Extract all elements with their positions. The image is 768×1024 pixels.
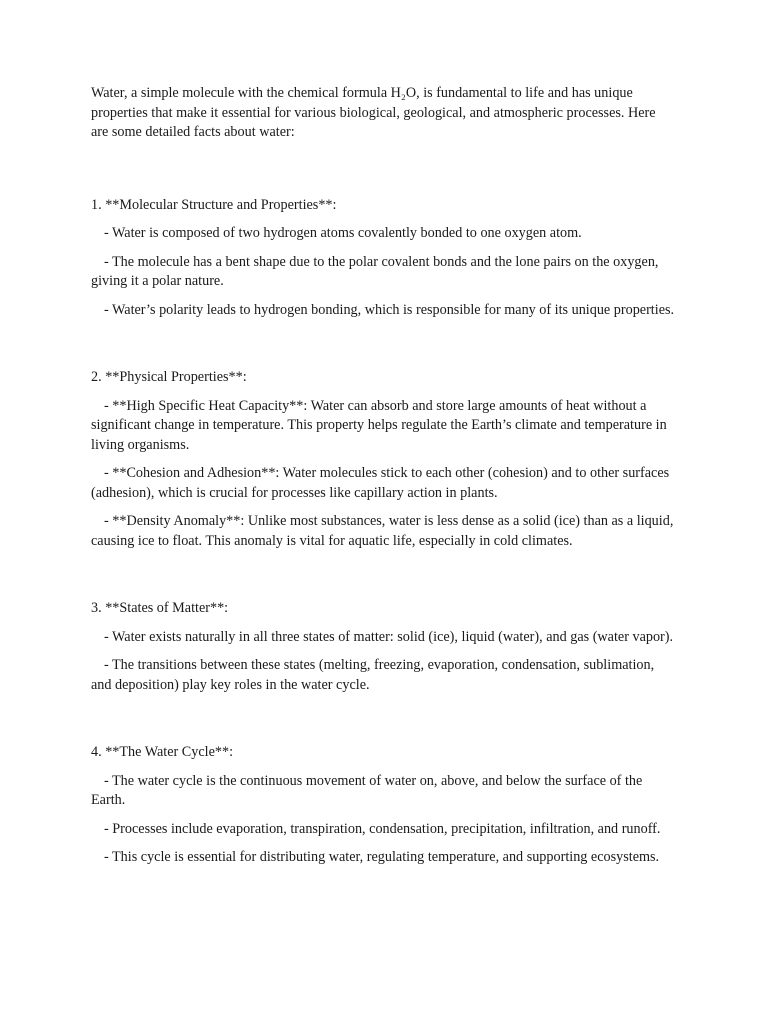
- section-heading: 2. **Physical Properties**:: [91, 369, 247, 385]
- section-heading: 4. **The Water Cycle**:: [91, 744, 234, 760]
- list-item: - **Density Anomaly**: Unlike most substances, water is less dense as a solid (ice) than as a liquid, causing ice to float. This anomaly is vital for aquatic life, especially in cold climates.: [91, 513, 674, 549]
- list-item: - The transitions between these states (melting, freezing, evaporation, condensation, sublimation, and deposition) play key roles in the water cycle.: [91, 657, 655, 693]
- list-item: - Water exists naturally in all three states of matter: solid (ice), liquid (water), and gas (water vapor).: [104, 628, 674, 645]
- list-item: - Water’s polarity leads to hydrogen bonding, which is responsible for many of its unique properties.: [104, 301, 675, 318]
- list-item: - Processes include evaporation, transpiration, condensation, precipitation, infiltration, and runoff.: [104, 820, 661, 837]
- list-item: - This cycle is essential for distributing water, regulating temperature, and supporting ecosystems.: [104, 849, 660, 865]
- section-physical-properties: [91, 368, 676, 551]
- list-item: - The molecule has a bent shape due to the polar covalent bonds and the lone pairs on the oxygen, giving it a polar nature.: [91, 253, 659, 289]
- list-item: - The water cycle is the continuous movement of water on, above, and below the surface of the Earth.: [91, 772, 643, 808]
- section-water-cycle: [91, 743, 676, 868]
- list-item: - Water is composed of two hydrogen atoms covalently bonded to one oxygen atom.: [104, 225, 582, 241]
- section-heading: 1. **Molecular Structure and Properties**:: [91, 196, 337, 213]
- list-item: - **High Specific Heat Capacity**: Water can absorb and store large amounts of heat without a significant change in temperature. This property helps regulate the Earth’s climate and temperature in living organisms.: [91, 397, 667, 453]
- section-states-of-matter: [91, 599, 676, 695]
- section-molecular-structure: [91, 196, 676, 321]
- list-item: - **Cohesion and Adhesion**: Water molecules stick to each other (cohesion) and to other surfaces (adhesion), which is crucial for processes like capillary action in plants.: [91, 465, 670, 501]
- section-heading: 3. **States of Matter**:: [91, 600, 229, 616]
- intro-paragraph: Water, a simple molecule with the chemical formula H₂O, is fundamental to life and has unique properties that make it essential for various biological, geological, and atmospheric processes. Here are some detailed facts about water:: [91, 85, 656, 140]
